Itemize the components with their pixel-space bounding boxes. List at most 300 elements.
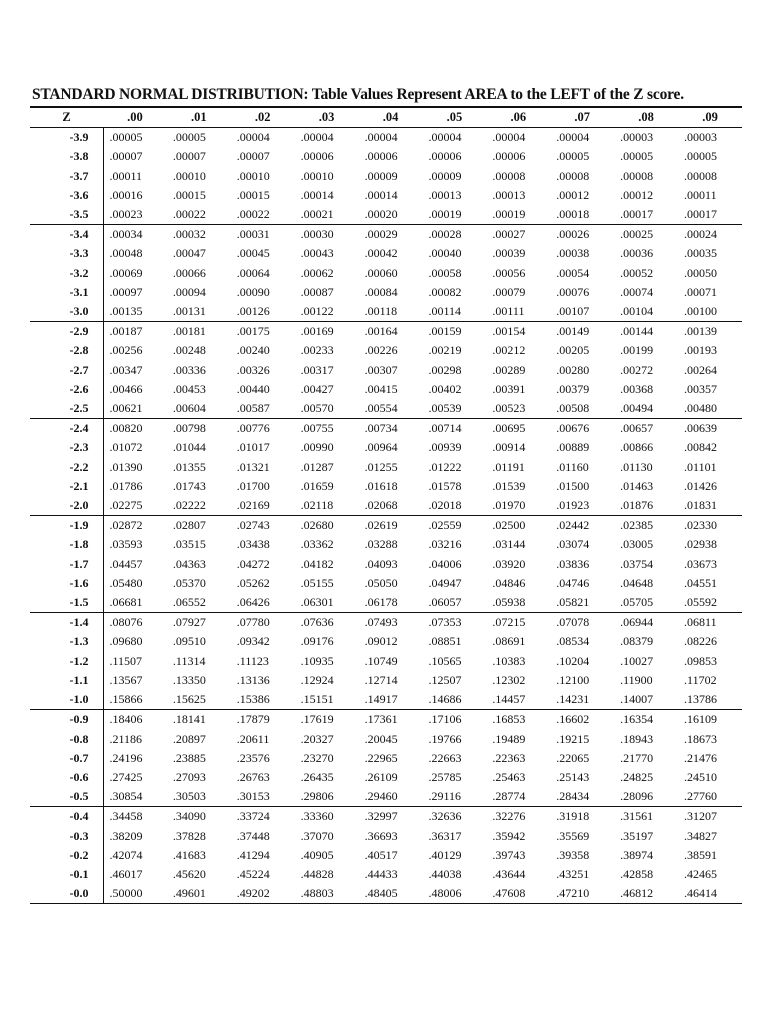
probability-cell: .18943 <box>620 731 654 746</box>
probability-cell: .13567 <box>109 672 143 687</box>
probability-cell: .00154 <box>492 324 526 339</box>
probability-cell: .12302 <box>492 672 526 687</box>
probability-cell: .00714 <box>428 421 462 436</box>
probability-cell: .09853 <box>684 653 718 668</box>
probability-cell: .32276 <box>492 809 526 824</box>
probability-cell: .38591 <box>684 847 718 862</box>
probability-cell: .00009 <box>428 168 462 183</box>
table-row <box>30 768 742 787</box>
probability-cell: .00889 <box>556 440 590 455</box>
probability-cell: .10383 <box>492 653 526 668</box>
probability-cell: .02275 <box>109 498 143 513</box>
probability-cell: .06552 <box>172 595 206 610</box>
probability-cell: .24510 <box>684 769 718 784</box>
probability-cell: .00240 <box>236 343 270 358</box>
z-score-cell: -2.5 <box>30 399 103 419</box>
probability-cell: .00939 <box>428 440 462 455</box>
z-score-cell: -3.1 <box>30 283 103 302</box>
probability-cell: .07927 <box>172 615 206 630</box>
probability-cell: .08851 <box>428 634 462 649</box>
probability-cell: .00199 <box>620 343 654 358</box>
probability-cell: .06426 <box>236 595 270 610</box>
probability-cell: .14686 <box>428 692 462 707</box>
probability-cell: .01044 <box>172 440 206 455</box>
probability-cell: .01355 <box>172 459 206 474</box>
probability-cell: .44038 <box>428 866 462 881</box>
probability-cell: .02222 <box>172 498 206 513</box>
probability-cell: .40517 <box>364 847 398 862</box>
z-score-cell: -0.8 <box>30 730 103 749</box>
probability-cell: .02442 <box>556 518 590 533</box>
probability-cell: .04648 <box>620 575 654 590</box>
probability-cell: .07215 <box>492 615 526 630</box>
probability-cell: .00139 <box>684 324 718 339</box>
probability-cell: .09680 <box>109 634 143 649</box>
table-row <box>30 419 742 439</box>
probability-cell: .43644 <box>492 866 526 881</box>
probability-cell: .00071 <box>684 284 718 299</box>
probability-cell: .46414 <box>684 886 718 901</box>
probability-cell: .00064 <box>236 265 270 280</box>
probability-cell: .06057 <box>428 595 462 610</box>
probability-cell: .08534 <box>556 634 590 649</box>
probability-cell: .40129 <box>428 847 462 862</box>
z-score-cell: -3.2 <box>30 264 103 283</box>
probability-cell: .00006 <box>492 149 526 164</box>
probability-cell: .44828 <box>300 866 334 881</box>
probability-cell: .00621 <box>109 401 143 416</box>
probability-cell: .07078 <box>556 615 590 630</box>
probability-cell: .00004 <box>364 130 398 145</box>
z-score-cell: -1.5 <box>30 593 103 613</box>
probability-cell: .16109 <box>684 712 718 727</box>
probability-cell: .05155 <box>300 575 334 590</box>
z-score-cell: -2.3 <box>30 438 103 457</box>
probability-cell: .00005 <box>109 130 143 145</box>
probability-cell: .01831 <box>684 498 718 513</box>
z-score-cell: -2.7 <box>30 361 103 380</box>
table-row <box>30 846 742 865</box>
probability-cell: .32997 <box>364 809 398 824</box>
table-row <box>30 787 742 807</box>
probability-cell: .00015 <box>236 187 270 202</box>
probability-cell: .00523 <box>492 401 526 416</box>
probability-cell: .00639 <box>684 421 718 436</box>
table-row <box>30 807 742 827</box>
probability-cell: .00094 <box>172 284 206 299</box>
probability-cell: .00018 <box>556 207 590 222</box>
table-row <box>30 574 742 593</box>
probability-cell: .00391 <box>492 381 526 396</box>
probability-cell: .39358 <box>556 847 590 862</box>
probability-cell: .27093 <box>172 769 206 784</box>
probability-cell: .13136 <box>236 672 270 687</box>
probability-cell: .00007 <box>236 149 270 164</box>
probability-cell: .00007 <box>172 149 206 164</box>
probability-cell: .00990 <box>300 440 334 455</box>
probability-cell: .00004 <box>556 130 590 145</box>
probability-cell: .00415 <box>364 381 398 396</box>
probability-cell: .13786 <box>684 692 718 707</box>
probability-cell: .09012 <box>364 634 398 649</box>
probability-cell: .16602 <box>556 712 590 727</box>
probability-cell: .00047 <box>172 246 206 261</box>
header-col-09: .09 <box>702 110 718 124</box>
z-score-table <box>30 106 742 904</box>
probability-cell: .02068 <box>364 498 398 513</box>
probability-cell: .31561 <box>620 809 654 824</box>
probability-cell: .06301 <box>300 595 334 610</box>
probability-cell: .00079 <box>492 284 526 299</box>
probability-cell: .00066 <box>172 265 206 280</box>
probability-cell: .17879 <box>236 712 270 727</box>
table-row <box>30 399 742 419</box>
probability-cell: .01160 <box>556 459 589 474</box>
probability-cell: .00007 <box>109 149 143 164</box>
probability-cell: .00087 <box>300 284 334 299</box>
table-row <box>30 264 742 283</box>
z-score-cell: -1.8 <box>30 535 103 554</box>
z-score-cell: -1.1 <box>30 671 103 690</box>
probability-cell: .00175 <box>236 324 270 339</box>
probability-cell: .48803 <box>300 886 334 901</box>
probability-cell: .35569 <box>556 828 590 843</box>
probability-cell: .47608 <box>492 886 526 901</box>
probability-cell: .00676 <box>556 421 590 436</box>
table-row <box>30 205 742 225</box>
probability-cell: .07353 <box>428 615 462 630</box>
probability-cell: .08226 <box>684 634 718 649</box>
probability-cell: .00005 <box>684 149 718 164</box>
probability-cell: .02872 <box>109 518 143 533</box>
probability-cell: .12100 <box>556 672 590 687</box>
probability-cell: .00480 <box>684 401 718 416</box>
probability-cell: .20897 <box>172 731 206 746</box>
probability-cell: .10204 <box>556 653 590 668</box>
table-row <box>30 749 742 768</box>
probability-cell: .00036 <box>620 246 654 261</box>
probability-cell: .00005 <box>620 149 654 164</box>
probability-cell: .00440 <box>236 381 270 396</box>
probability-cell: .29116 <box>428 789 462 804</box>
probability-cell: .00219 <box>428 343 462 358</box>
probability-cell: .01255 <box>364 459 398 474</box>
probability-cell: .01700 <box>236 478 270 493</box>
probability-cell: .00126 <box>236 304 270 319</box>
probability-cell: .01426 <box>684 478 718 493</box>
probability-cell: .00009 <box>364 168 398 183</box>
probability-cell: .00347 <box>109 362 143 377</box>
probability-cell: .37070 <box>300 828 334 843</box>
probability-cell: .17619 <box>300 712 334 727</box>
probability-cell: .00026 <box>556 227 590 242</box>
z-score-cell: -0.3 <box>30 827 103 846</box>
probability-cell: .00014 <box>300 187 334 202</box>
probability-cell: .00866 <box>620 440 654 455</box>
probability-cell: .00008 <box>492 168 526 183</box>
probability-cell: .09342 <box>236 634 270 649</box>
probability-cell: .27760 <box>684 789 718 804</box>
probability-cell: .02169 <box>236 498 270 513</box>
probability-cell: .30153 <box>236 789 270 804</box>
probability-cell: .40905 <box>300 847 334 862</box>
probability-cell: .00084 <box>364 284 398 299</box>
probability-cell: .10749 <box>364 653 398 668</box>
probability-cell: .00013 <box>428 187 462 202</box>
probability-cell: .00205 <box>556 343 590 358</box>
probability-cell: .24196 <box>109 750 143 765</box>
table-row <box>30 632 742 651</box>
probability-cell: .04947 <box>428 575 462 590</box>
probability-cell: .42074 <box>109 847 143 862</box>
table-row <box>30 865 742 884</box>
table-row <box>30 652 742 671</box>
probability-cell: .00570 <box>300 401 334 416</box>
probability-cell: .22965 <box>364 750 398 765</box>
probability-cell: .00336 <box>172 362 206 377</box>
z-score-cell: -0.0 <box>30 884 103 904</box>
probability-cell: .02559 <box>428 518 462 533</box>
probability-cell: .00011 <box>109 168 143 183</box>
table-row <box>30 438 742 457</box>
probability-cell: .01072 <box>109 440 143 455</box>
probability-cell: .06681 <box>109 595 143 610</box>
probability-cell: .29806 <box>300 789 334 804</box>
probability-cell: .00100 <box>684 304 718 319</box>
probability-cell: .01970 <box>492 498 526 513</box>
probability-cell: .00004 <box>236 130 270 145</box>
probability-cell: .18406 <box>109 712 143 727</box>
probability-cell: .00010 <box>172 168 206 183</box>
probability-cell: .34090 <box>172 809 206 824</box>
z-score-cell: -3.3 <box>30 244 103 263</box>
probability-cell: .03673 <box>684 556 718 571</box>
probability-cell: .19489 <box>492 731 526 746</box>
probability-cell: .37828 <box>172 828 206 843</box>
probability-cell: .48006 <box>428 886 462 901</box>
probability-cell: .00695 <box>492 421 526 436</box>
table-row <box>30 244 742 263</box>
probability-cell: .00135 <box>109 304 143 319</box>
probability-cell: .26763 <box>236 769 270 784</box>
probability-cell: .33724 <box>236 809 270 824</box>
probability-cell: .10935 <box>300 653 334 668</box>
probability-cell: .39743 <box>492 847 526 862</box>
probability-cell: .03593 <box>109 537 143 552</box>
probability-cell: .02807 <box>172 518 206 533</box>
header-col-06: .06 <box>510 110 527 124</box>
z-score-cell: -3.9 <box>30 128 103 148</box>
probability-cell: .10565 <box>428 653 462 668</box>
probability-cell: .00149 <box>556 324 590 339</box>
probability-cell: .07636 <box>300 615 334 630</box>
z-score-cell: -3.0 <box>30 302 103 322</box>
probability-cell: .00097 <box>109 284 143 299</box>
probability-cell: .00006 <box>428 149 462 164</box>
probability-cell: .00025 <box>620 227 654 242</box>
probability-cell: .00264 <box>684 362 718 377</box>
probability-cell: .01463 <box>620 478 654 493</box>
probability-cell: .09176 <box>300 634 334 649</box>
probability-cell: .14007 <box>620 692 654 707</box>
probability-cell: .04093 <box>364 556 398 571</box>
probability-cell: .00005 <box>172 130 206 145</box>
table-row <box>30 827 742 846</box>
probability-cell: .11507 <box>109 653 143 668</box>
probability-cell: .26109 <box>364 769 398 784</box>
table-row <box>30 884 742 904</box>
probability-cell: .47210 <box>556 886 590 901</box>
probability-cell: .31207 <box>684 809 718 824</box>
probability-cell: .36317 <box>428 828 462 843</box>
probability-cell: .00164 <box>364 324 398 339</box>
probability-cell: .22363 <box>492 750 526 765</box>
probability-cell: .00508 <box>556 401 590 416</box>
probability-cell: .00842 <box>684 440 718 455</box>
probability-cell: .00006 <box>364 149 398 164</box>
z-score-cell: -0.1 <box>30 865 103 884</box>
probability-cell: .01390 <box>109 459 143 474</box>
probability-cell: .18673 <box>684 731 718 746</box>
probability-cell: .23885 <box>172 750 206 765</box>
probability-cell: .00006 <box>300 149 334 164</box>
probability-cell: .00587 <box>236 401 270 416</box>
probability-cell: .32636 <box>428 809 462 824</box>
probability-cell: .00039 <box>492 246 526 261</box>
table-row <box>30 167 742 186</box>
probability-cell: .00326 <box>236 362 270 377</box>
probability-cell: .00657 <box>620 421 654 436</box>
table-row <box>30 730 742 749</box>
probability-cell: .00233 <box>300 343 334 358</box>
probability-cell: .00118 <box>364 304 398 319</box>
z-score-cell: -0.4 <box>30 807 103 827</box>
probability-cell: .00820 <box>109 421 143 436</box>
probability-cell: .05262 <box>236 575 270 590</box>
probability-cell: .30854 <box>109 789 143 804</box>
probability-cell: .34827 <box>684 828 718 843</box>
probability-cell: .00021 <box>300 207 334 222</box>
probability-cell: .48405 <box>364 886 398 901</box>
probability-cell: .00010 <box>300 168 334 183</box>
probability-cell: .00272 <box>620 362 654 377</box>
probability-cell: .28774 <box>492 789 526 804</box>
probability-cell: .00144 <box>620 324 654 339</box>
probability-cell: .42465 <box>684 866 718 881</box>
probability-cell: .00193 <box>684 343 718 358</box>
probability-cell: .01539 <box>492 478 526 493</box>
probability-cell: .36693 <box>364 828 398 843</box>
z-score-cell: -1.3 <box>30 632 103 651</box>
z-score-cell: -2.1 <box>30 477 103 496</box>
probability-cell: .00011 <box>684 187 717 202</box>
header-col-08: .08 <box>638 110 654 124</box>
probability-cell: .08076 <box>109 615 143 630</box>
z-score-cell: -2.4 <box>30 419 103 439</box>
probability-cell: .49202 <box>236 886 270 901</box>
probability-cell: .26435 <box>300 769 334 784</box>
probability-cell: .00032 <box>172 227 206 242</box>
probability-cell: .18141 <box>172 712 206 727</box>
probability-cell: .00122 <box>300 304 334 319</box>
probability-cell: .00019 <box>492 207 526 222</box>
probability-cell: .46812 <box>620 886 654 901</box>
probability-cell: .00368 <box>620 381 654 396</box>
probability-cell: .05370 <box>172 575 206 590</box>
probability-cell: .05050 <box>364 575 398 590</box>
probability-cell: .06811 <box>684 615 717 630</box>
probability-cell: .05480 <box>109 575 143 590</box>
probability-cell: .00024 <box>684 227 718 242</box>
table-row <box>30 380 742 399</box>
probability-cell: .17361 <box>364 712 398 727</box>
table-row <box>30 593 742 613</box>
header-col-07: .07 <box>574 110 590 124</box>
probability-cell: .03438 <box>236 537 270 552</box>
probability-cell: .00494 <box>620 401 654 416</box>
probability-cell: .00256 <box>109 343 143 358</box>
table-row <box>30 496 742 516</box>
probability-cell: .00466 <box>109 381 143 396</box>
probability-cell: .49601 <box>172 886 206 901</box>
probability-cell: .00755 <box>300 421 334 436</box>
probability-cell: .00020 <box>364 207 398 222</box>
probability-cell: .00298 <box>428 362 462 377</box>
header-col-04: .04 <box>382 110 399 124</box>
probability-cell: .21770 <box>620 750 654 765</box>
probability-cell: .00056 <box>492 265 526 280</box>
probability-cell: .04457 <box>109 556 143 571</box>
probability-cell: .00013 <box>492 187 526 202</box>
probability-cell: .00022 <box>172 207 206 222</box>
probability-cell: .04551 <box>684 575 718 590</box>
z-score-cell: -1.4 <box>30 613 103 633</box>
probability-cell: .02018 <box>428 498 462 513</box>
probability-cell: .28434 <box>556 789 590 804</box>
probability-cell: .00015 <box>172 187 206 202</box>
probability-cell: .00074 <box>620 284 654 299</box>
probability-cell: .00060 <box>364 265 398 280</box>
probability-cell: .00016 <box>109 187 143 202</box>
z-score-cell: -3.7 <box>30 167 103 186</box>
probability-cell: .00038 <box>556 246 590 261</box>
probability-cell: .00776 <box>236 421 270 436</box>
probability-cell: .00040 <box>428 246 462 261</box>
probability-cell: .17106 <box>428 712 462 727</box>
probability-cell: .00003 <box>620 130 654 145</box>
probability-cell: .00062 <box>300 265 334 280</box>
z-score-cell: -3.8 <box>30 147 103 166</box>
probability-cell: .34458 <box>109 809 143 824</box>
probability-cell: .02680 <box>300 518 334 533</box>
probability-cell: .00058 <box>428 265 462 280</box>
probability-cell: .15386 <box>236 692 270 707</box>
probability-cell: .10027 <box>620 653 654 668</box>
probability-cell: .06178 <box>364 595 398 610</box>
probability-cell: .00076 <box>556 284 590 299</box>
probability-cell: .02385 <box>620 518 654 533</box>
probability-cell: .00043 <box>300 246 334 261</box>
probability-cell: .00539 <box>428 401 462 416</box>
probability-cell: .15151 <box>300 692 334 707</box>
table-row <box>30 671 742 690</box>
probability-cell: .00082 <box>428 284 462 299</box>
probability-cell: .02500 <box>492 518 526 533</box>
probability-cell: .44433 <box>364 866 398 881</box>
probability-cell: .01017 <box>236 440 270 455</box>
probability-cell: .29460 <box>364 789 398 804</box>
z-score-cell: -3.6 <box>30 186 103 205</box>
